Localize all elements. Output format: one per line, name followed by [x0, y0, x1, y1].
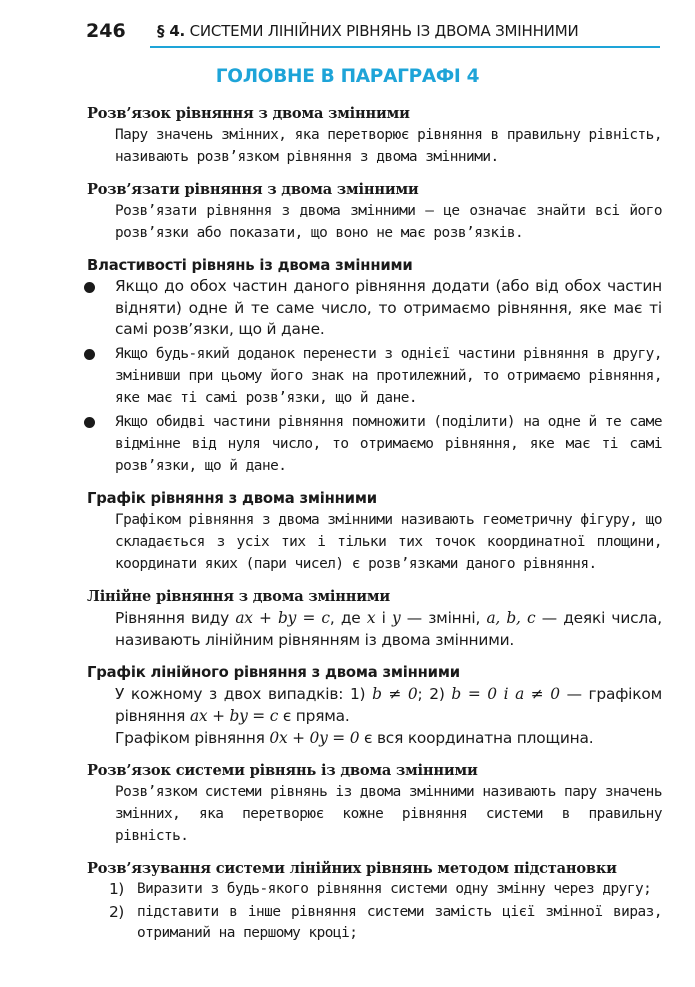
text-linear-graph [87, 683, 662, 749]
page-title: ГОЛОВНЕ В ПАРАГРАФІ 4 [215, 66, 480, 87]
heading-graph: Графік рівняння з двома змінними [87, 489, 377, 507]
text-system-solution: Розв’язком системи рівнянь із двома змінними називають пару значень змінних, яка перетворює кожне рівняння системи в правильну рівність. [115, 783, 662, 844]
text-part: — графіком рівняння [115, 684, 662, 725]
heading-linear: Лінійне рівняння з двома змінними [87, 587, 390, 605]
bullet-icon [84, 417, 95, 428]
list-item [87, 343, 662, 409]
text-part: Графіком рівняння [115, 728, 265, 747]
text-part: , де [329, 608, 361, 627]
section-title: СИСТЕМИ ЛІНІЙНИХ РІВНЯНЬ ІЗ ДВОМА ЗМІННИМИ [189, 22, 579, 40]
list-item-text: Якщо до обох частин даного рівняння додати (або від обох частин відняти) одне й те саме число, то отримаємо рівняння, яке має ті самі розв’язки, що й дане. [115, 277, 662, 338]
consts: a, b, c [486, 608, 536, 627]
paragraph [115, 683, 662, 727]
page-number: 246 [86, 20, 126, 42]
block-solve [87, 180, 662, 244]
block-substitution [87, 859, 662, 944]
text-part: У кожному з двох випадків: 1) [115, 684, 366, 703]
text-solve: Розв’язати рівняння з двома змінними — це означає знайти всі його розв’язки або показати, що воно не має розв’язків. [115, 203, 662, 241]
text-graph: Графіком рівняння з двома змінними називають геометричну фігуру, що складається з усіх тих і тільки тих точок координатної площини, координати яких (пари чисел) є розв’язками даного рівняння. [115, 511, 662, 572]
text-part: є пряма. [282, 706, 350, 725]
block-linear [87, 587, 662, 651]
heading-linear-graph: Графік лінійного рівняння з двома змінними [87, 663, 460, 681]
page-header [0, 0, 695, 50]
list-item [87, 879, 662, 900]
case-1: b ≠ 0 [372, 684, 418, 703]
step-text: Виразити з будь-якого рівняння системи одну змінну через другу; [137, 880, 652, 897]
step-number: 2) [109, 902, 124, 921]
heading-substitution: Розв’язування системи лінійних рівнянь методом підстановки [87, 859, 617, 877]
text-solution: Пару значень змінних, яка перетворює рівняння в правильну рівність, називають розв’язком рівняння з двома змінними. [115, 127, 662, 165]
list-item-text: Якщо обидві частини рівняння помножити (поділити) на одне й те саме відмінне від нуля число, то отримаємо рівняння, яке має ті самі розв’язки, що й дане. [115, 413, 662, 474]
text-part: — деякі числа, називають лінійним рівнянням із двома змінними. [115, 608, 662, 649]
section-mark: § 4. [157, 22, 186, 40]
block-system-solution [87, 761, 662, 847]
text-part: ; 2) [417, 684, 445, 703]
text-linear [87, 607, 662, 651]
formula-linear: ax + by = c [235, 608, 330, 627]
heading-solve: Розв’язати рівняння з двома змінними [87, 181, 419, 198]
formula-linear-graph: ax + by = c [189, 706, 279, 725]
list-item [87, 902, 662, 944]
heading-system-solution: Розв’язок системи рівнянь із двома змінними [87, 761, 478, 779]
bullet-icon [84, 349, 95, 360]
block-linear-graph [87, 663, 662, 749]
heading-solution: Розв’язок рівняння з двома змінними [87, 105, 410, 122]
var-x: x [366, 608, 376, 627]
header-rule [150, 46, 660, 48]
list-item [87, 411, 662, 477]
block-solution [87, 104, 662, 168]
case-2: b = 0 і a ≠ 0 [451, 684, 560, 703]
block-graph [87, 489, 662, 575]
text-part: є вся координатна площина. [364, 728, 594, 747]
step-number: 1) [109, 879, 124, 898]
var-y: y [391, 608, 401, 627]
bullet-icon [84, 282, 95, 293]
text-part: Рівняння виду [115, 608, 230, 627]
paragraph [115, 727, 662, 749]
text-part: і [381, 608, 386, 627]
heading-properties: Властивості рівнянь із двома змінними [87, 257, 413, 274]
list-item-text: Якщо будь-який доданок перенести з однієї частини рівняння в другу, змінивши при цьому його знак на протилежний, то отримаємо рівняння, яке має ті самі розв’язки, що й дане. [115, 345, 662, 406]
content [87, 104, 662, 956]
running-title [157, 22, 578, 40]
formula-zero: 0x + 0y = 0 [269, 728, 360, 747]
list-item [87, 276, 662, 341]
step-text: підставити в інше рівняння системи замість цієї змінної вираз, отриманий на першому кроці; [137, 903, 662, 941]
block-properties [87, 256, 662, 477]
text-part: — змінні, [406, 608, 481, 627]
